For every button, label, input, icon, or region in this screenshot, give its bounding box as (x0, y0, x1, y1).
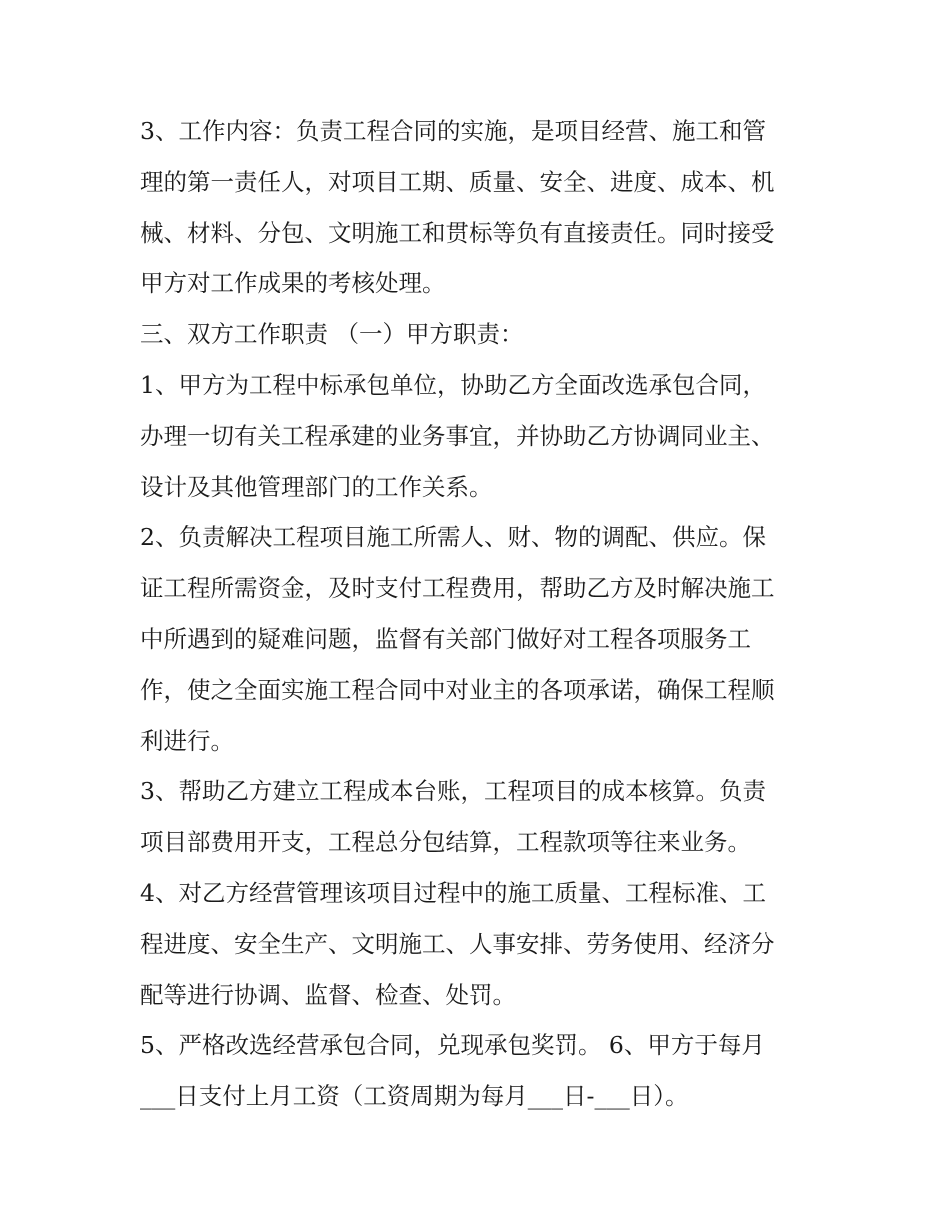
paragraph-clause-4 (140, 868, 820, 1020)
paragraph-work-content (140, 106, 820, 309)
text-line: 5、严格改选经营承包合同，兑现承包奖罚。 6、甲方于每月 (140, 1031, 765, 1060)
text-line: 3、工作内容：负责工程合同的实施，是项目经营、施工和管 (140, 117, 766, 145)
text-line: 三、双方工作职责 （一）甲方职责： (140, 320, 524, 349)
paragraph-clause-1 (140, 360, 820, 512)
text-line: 项目部费用开支，工程总分包结算，工程款项等往来业务。 (140, 828, 751, 857)
text-line: 1、甲方为工程中标承包单位，协助乙方全面改选承包合同， (140, 370, 766, 399)
section-heading-duties (140, 309, 820, 360)
paragraph-clause-2 (140, 512, 820, 766)
document-body (140, 106, 820, 1122)
text-line: 证工程所需资金，及时支付工程费用，帮助乙方及时解决施工 (140, 574, 775, 603)
text-line: ___日支付上月工资（工资周期为每月___日-___日）。 (140, 1082, 689, 1111)
text-line: 甲方对工作成果的考核处理。 (140, 269, 446, 298)
text-line: 2、负责解决工程项目施工所需人、财、物的调配、供应。保 (140, 523, 766, 552)
paragraph-clause-3 (140, 766, 820, 868)
text-line: 作，使之全面实施工程合同中对业主的各项承诺，确保工程顺 (140, 675, 775, 704)
text-line: 中所遇到的疑难问题，监督有关部门做好对工程各项服务工 (140, 624, 751, 653)
text-line: 理的第一责任人，对项目工期、质量、安全、进度、成本、机 (140, 167, 775, 196)
text-line: 设计及其他管理部门的工作关系。 (140, 472, 493, 501)
text-line: 4、对乙方经营管理该项目过程中的施工质量、工程标准、工 (140, 878, 766, 907)
text-line: 利进行。 (140, 726, 234, 755)
text-line: 3、帮助乙方建立工程成本台账，工程项目的成本核算。负责 (140, 777, 766, 806)
text-line: 程进度、安全生产、文明施工、人事安排、劳务使用、经济分 (140, 929, 775, 958)
text-line: 配等进行协调、监督、检查、处罚。 (140, 980, 516, 1009)
paragraph-clause-5-6 (140, 1020, 820, 1122)
text-line: 械、材料、分包、文明施工和贯标等负有直接责任。同时接受 (140, 218, 775, 247)
text-line: 办理一切有关工程承建的业务事宜，并协助乙方协调同业主、 (140, 421, 775, 450)
